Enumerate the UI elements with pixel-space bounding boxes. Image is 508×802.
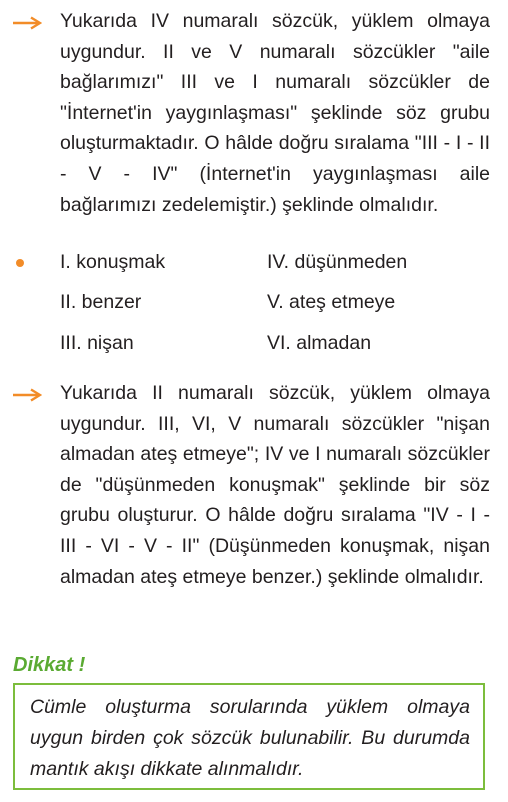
note-text: Cümle oluşturma sorularında yüklem olmaya uygun birden çok sözcük bulunabilir. Bu durumda mantık akışı dikkate alınmalıdır.	[30, 696, 470, 780]
explanation-paragraph-1: Yukarıda IV numaralı sözcük, yüklem olmaya uygundur. II ve V numaralı sözcükler "aile bağlarımızı" III ve I numaralı sözcükler de "İnternet'in yaygınlaşması" şeklinde söz grubu oluşturmaktadır. O hâlde doğru sıralama "III - I - II - V - IV" (İnternet'in yaygınlaşması aile bağlarımızı zedelemiştir.) şeklinde olmalıdır.	[60, 10, 490, 216]
word-item-5: V. ateş etmeye	[267, 291, 396, 313]
word-item-2: II. benzer	[60, 291, 142, 313]
word-item-3: III. nişan	[60, 332, 134, 354]
note-title: Dikkat !	[13, 654, 86, 676]
arrow-right-icon	[12, 16, 42, 30]
bullet-dot-icon	[16, 259, 24, 267]
arrow-right-icon	[12, 388, 42, 402]
word-item-1: I. konuşmak	[60, 251, 166, 273]
explanation-paragraph-2: Yukarıda II numaralı sözcük, yüklem olmaya uygundur. III, VI, V numaralı sözcükler "nişan almadan ateş etmeye"; IV ve I numaralı sözcükler de "düşünmeden konuşmak" şeklinde bir söz grubu oluşturur. O hâlde doğru sıralama "IV - I - III - VI - V - II" (Düşünmeden konuşmak, nişan almadan ateş etmeye benzer.) şeklinde olmalıdır.	[60, 382, 490, 588]
word-item-6: VI. almadan	[267, 332, 372, 354]
word-item-4: IV. düşünmeden	[267, 251, 408, 273]
